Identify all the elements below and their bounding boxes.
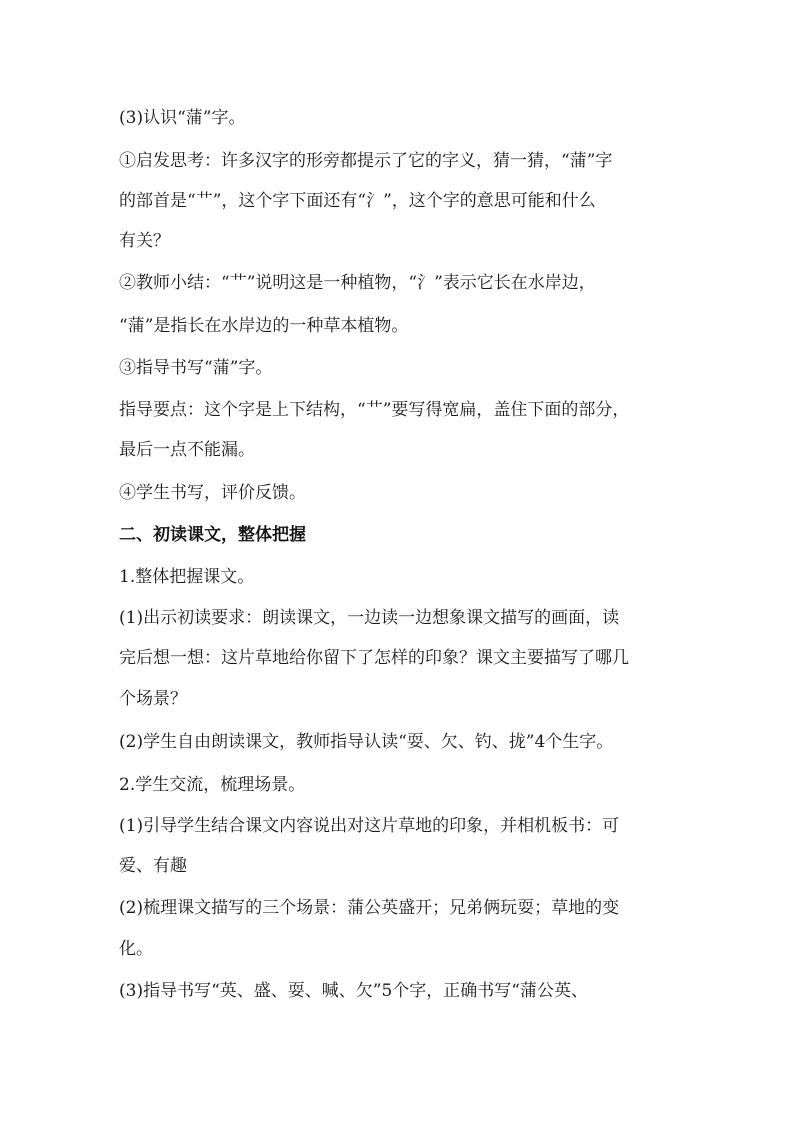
text-line: (3)认识“蒲”字。 <box>119 108 246 128</box>
text-line: (1)引导学生结合课文内容说出对这片草地的印象，并相机板书：可 <box>119 816 620 836</box>
text-line: 1.整体把握课文。 <box>119 567 255 587</box>
section-heading: 二、初读课文，整体把握 <box>119 525 306 545</box>
text-line: (2)梳理课文描写的三个场景：蒲公英盛开；兄弟俩玩耍；草地的变 <box>119 898 620 918</box>
text-line: 有关？ <box>119 231 170 251</box>
text-line: 个场景？ <box>119 689 187 709</box>
text-line: “蒲”是指长在水岸边的一种草本植物。 <box>119 316 409 336</box>
text-line: 2.学生交流，梳理场景。 <box>119 775 306 795</box>
text-line: (2)学生自由朗读课文，教师指导认读“耍、欠、钓、拢”4个生字。 <box>119 732 614 752</box>
text-line: (3)指导书写“英、盛、耍、喊、欠”5个字，正确书写“蒲公英、 <box>119 981 588 1001</box>
text-line: 的部首是“艹”，这个字下面还有“氵”，这个字的意思可能和什么 <box>119 191 596 211</box>
text-line: ①启发思考：许多汉字的形旁都提示了它的字义，猜一猜，“蒲”字 <box>119 151 613 171</box>
text-line: 爱、有趣 <box>119 856 187 876</box>
text-line: 指导要点：这个字是上下结构，“艹”要写得宽扁，盖住下面的部分， <box>119 400 630 420</box>
text-line: 最后一点不能漏。 <box>119 440 255 460</box>
text-line: ④学生书写，评价反馈。 <box>119 483 306 503</box>
text-line: ②教师小结：“艹”说明这是一种植物，“氵”表示它长在水岸边， <box>119 273 596 293</box>
text-line: ③指导书写“蒲”字。 <box>119 358 273 378</box>
text-line: 完后想一想：这片草地给你留下了怎样的印象？课文主要描写了哪几 <box>119 648 629 668</box>
text-line: 化。 <box>119 939 153 959</box>
text-line: (1)出示初读要求：朗读课文，一边读一边想象课文描写的画面，读 <box>119 608 620 628</box>
